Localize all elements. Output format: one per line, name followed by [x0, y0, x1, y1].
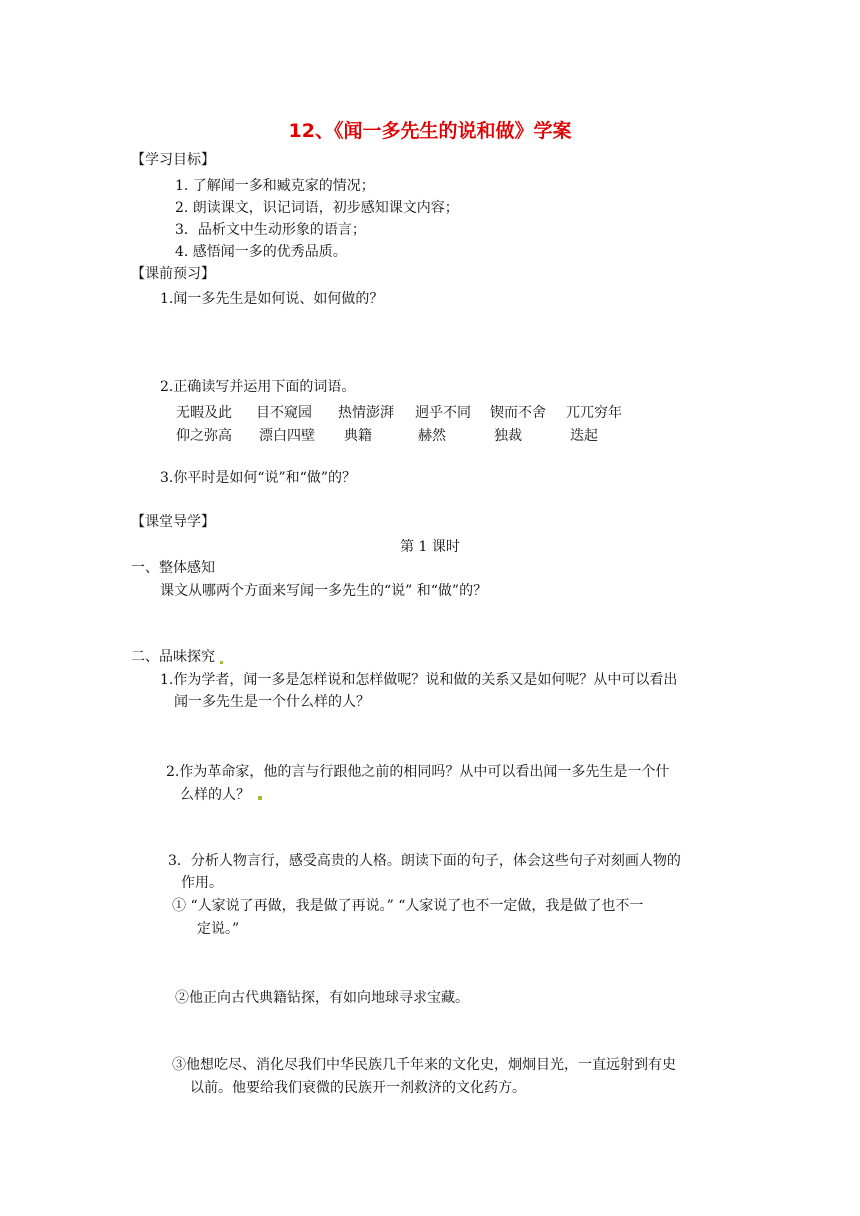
edit-mark: [258, 796, 262, 800]
sentence-3-line-1: ③他想吃尽、消化尽我们中华民族几千年来的文化史，炯炯目光，一直远射到有史: [172, 1057, 676, 1073]
section-2-heading: 二、品味探究: [131, 649, 215, 665]
explore-question-1-line-1: 1.作为学者，闻一多是怎样说和怎样做呢？说和做的关系又是如何呢？从中可以看出: [160, 672, 678, 688]
objective-item-1: 1. 了解闻一多和臧克家的情况；: [175, 178, 375, 194]
edit-mark: [220, 661, 223, 664]
preview-question-1: 1.闻一多先生是如何说、如何做的？: [160, 291, 384, 307]
section-1-question: 课文从哪两个方面来写闻一多先生的“说” 和“做”的？: [160, 583, 488, 599]
vocab-word: 独裁: [494, 428, 522, 444]
explore-question-1-line-2: 闻一多先生是一个什么样的人？: [174, 694, 370, 710]
explore-question-3-line-2: 作用。: [181, 875, 223, 891]
explore-question-2-line-1: 2.作为革命家，他的言与行跟他之前的相同吗？从中可以看出闻一多先生是一个什: [166, 764, 670, 780]
vocab-word: 目不窥园: [256, 405, 312, 421]
vocab-word: 兀兀穷年: [566, 405, 622, 421]
objectives-heading: 【学习目标】: [131, 152, 215, 168]
lesson-label: 第 1 课时: [400, 539, 460, 555]
document-title: 12、《闻一多先生的说和做》学案: [288, 120, 572, 142]
preview-question-2: 2.正确读写并运用下面的词语。: [160, 379, 356, 395]
preview-heading: 【课前预习】: [131, 266, 215, 282]
sentence-1-line-1: ① “人家说了再做，我是做了再说。” “人家说了也不一定做，我是做了也不一: [172, 898, 644, 914]
vocab-word: 无暇及此: [176, 405, 232, 421]
vocab-word: 典籍: [344, 428, 372, 444]
preview-question-3: 3.你平时是如何“说”和“做”的？: [160, 470, 356, 486]
sentence-3-line-2: 以前。他要给我们衰微的民族开一剂救济的文化药方。: [190, 1080, 526, 1096]
explore-question-2-line-2: 么样的人？: [180, 787, 250, 803]
explore-question-3-line-1: 3．分析人物言行，感受高贵的人格。朗读下面的句子，体会这些句子对刻画人物的: [168, 853, 681, 869]
vocab-word: 迥乎不同: [415, 405, 471, 421]
vocab-word: 锲而不舍: [490, 405, 546, 421]
objective-item-3: 3．品析文中生动形象的语言；: [175, 222, 366, 238]
sentence-1-line-2: 定说。”: [197, 921, 240, 937]
vocab-word: 迭起: [570, 428, 598, 444]
objective-item-4: 4. 感悟闻一多的优秀品质。: [175, 244, 347, 260]
sentence-2: ②他正向古代典籍钻探，有如向地球寻求宝藏。: [175, 990, 469, 1006]
classroom-heading: 【课堂导学】: [131, 514, 215, 530]
vocab-word: 仰之弥高: [176, 428, 232, 444]
vocab-word: 热情澎湃: [338, 405, 394, 421]
section-1-heading: 一、整体感知: [131, 560, 215, 576]
vocab-word: 漂白四壁: [259, 428, 315, 444]
objective-item-2: 2. 朗读课文，识记词语，初步感知课文内容；: [175, 200, 459, 216]
vocab-word: 赫然: [418, 428, 446, 444]
